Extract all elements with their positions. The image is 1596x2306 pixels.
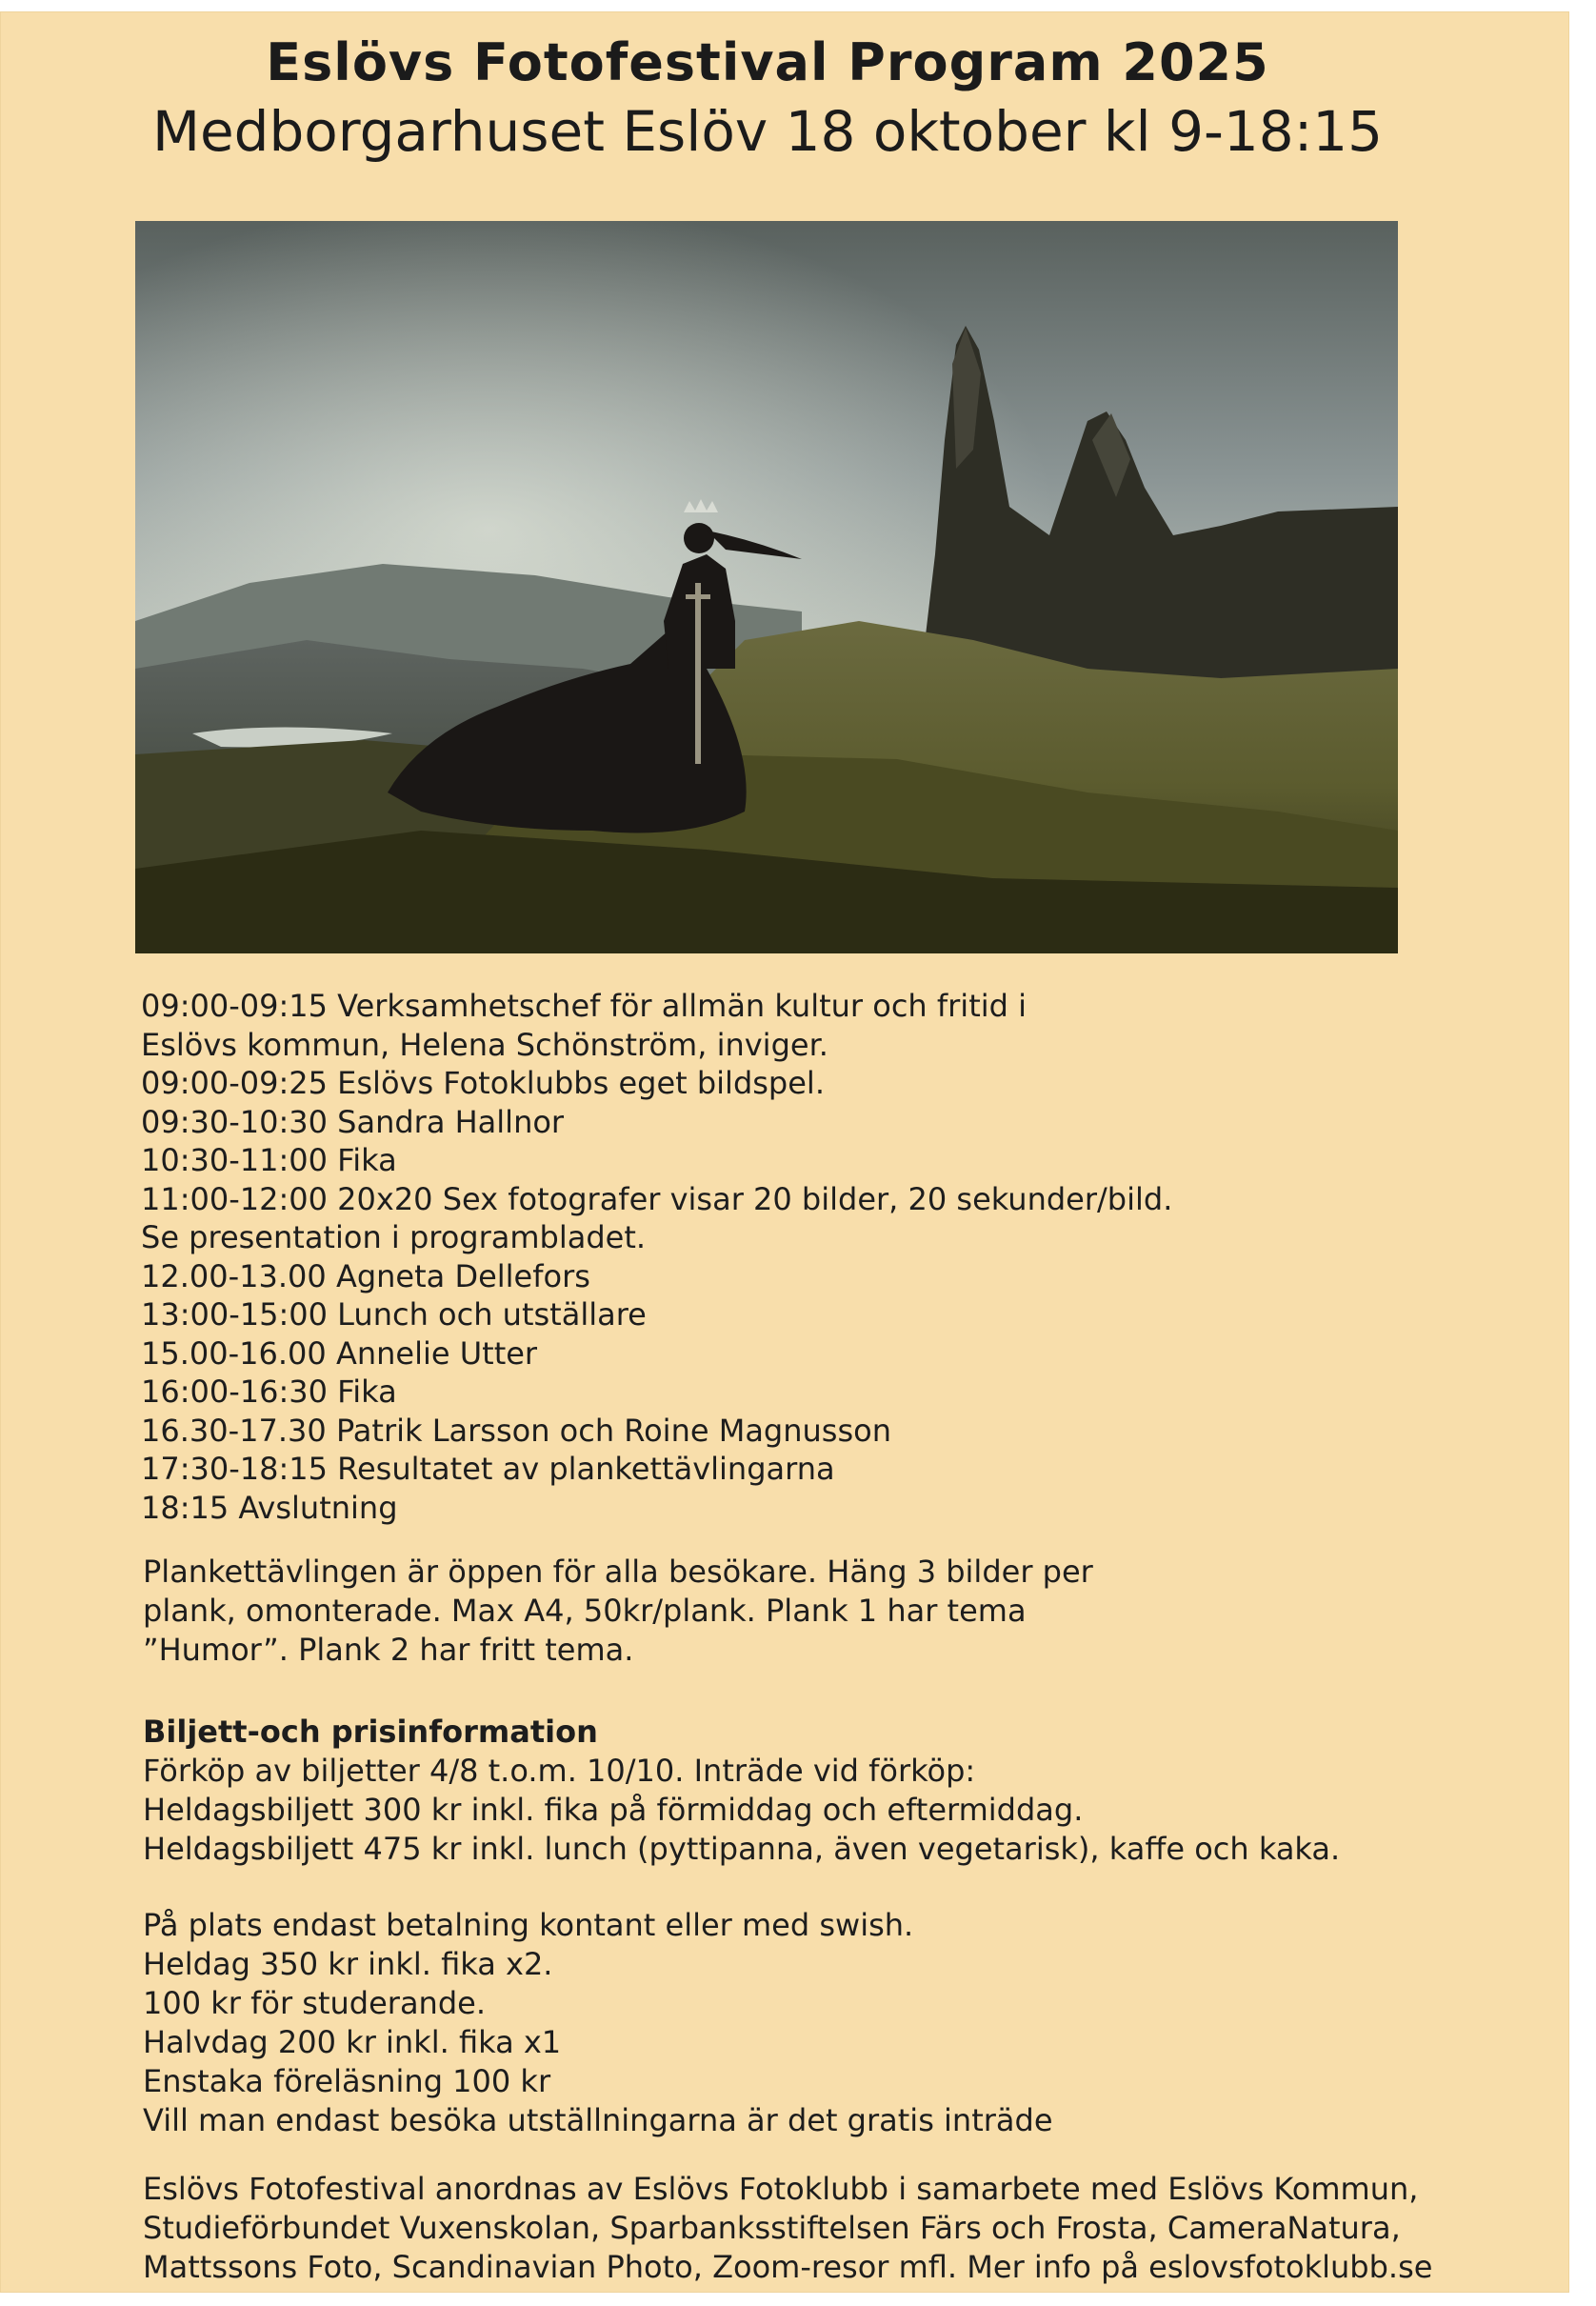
schedule-item: 15.00-16.00 Annelie Utter (141, 1334, 538, 1372)
ticket-line: Heldagsbiljett 475 kr inkl. lunch (pyttipanna, även vegetarisk), kaffe och kaka. (143, 1831, 1341, 1867)
onsite-line: På plats endast betalning kontant eller med swish. (143, 1907, 914, 1943)
schedule-list (141, 987, 1331, 1527)
onsite-info (143, 1906, 1495, 2140)
schedule-item: 09:00-09:15 Verksamhetschef för allmän kultur och fritid i Eslövs kommun, Helena Schönström, inviger. (141, 988, 1027, 1063)
organizer-line: Eslövs Fotofestival anordnas av Eslövs Fotoklubb i samarbete med Eslövs Kommun, (143, 2171, 1419, 2207)
organizer-info (143, 2170, 1495, 2287)
ticket-heading: Biljett-och prisinformation (143, 1714, 598, 1750)
ticket-line: Förköp av biljetter 4/8 t.o.m. 10/10. Inträde vid förköp: (143, 1753, 976, 1789)
schedule-item: 13:00-15:00 Lunch och utställare (141, 1296, 647, 1333)
plank-info (143, 1553, 1495, 1670)
onsite-line: 100 kr för studerande. (143, 1985, 486, 2021)
onsite-line: Enstaka föreläsning 100 kr (143, 2063, 551, 2099)
schedule-item: 18:15 Avslutning (141, 1489, 398, 1526)
fantasy-woman-with-sword-landscape-photo (135, 221, 1398, 953)
schedule-item: 16.30-17.30 Patrik Larsson och Roine Magnusson (141, 1412, 891, 1449)
plank-line: Plankettävlingen är öppen för alla besökare. Häng 3 bilder per (143, 1554, 1093, 1590)
onsite-line: Heldag 350 kr inkl. fika x2. (143, 1946, 553, 1982)
program-sheet (0, 11, 1569, 2293)
organizer-line: Mattssons Foto, Scandinavian Photo, Zoom-resor mfl. Mer info på eslovsfotoklubb.se (143, 2249, 1433, 2285)
schedule-item: 09:00-09:25 Eslövs Fotoklubbs eget bildspel. (141, 1065, 825, 1101)
plank-line: ”Humor”. Plank 2 har fritt tema. (143, 1632, 634, 1668)
page-subtitle: Medborgarhuset Eslöv 18 oktober kl 9-18:15 (151, 99, 1384, 164)
schedule-item: 11:00-12:00 20x20 Sex fotografer visar 20 bilder, 20 sekunder/bild. Se presentation i programbladet. (141, 1180, 1173, 1255)
schedule-item: 10:30-11:00 Fika (141, 1142, 397, 1178)
ticket-info (143, 1713, 1495, 1869)
organizer-line: Studieförbundet Vuxenskolan, Sparbanksstiftelsen Färs och Frosta, CameraNatura, (143, 2210, 1401, 2246)
schedule-item: 16:00-16:30 Fika (141, 1374, 397, 1410)
schedule-item: 09:30-10:30 Sandra Hallnor (141, 1103, 565, 1140)
plank-line: plank, omonterade. Max A4, 50kr/plank. Plank 1 har tema (143, 1593, 1027, 1629)
onsite-line: Vill man endast besöka utställningarna är det gratis inträde (143, 2102, 1053, 2138)
ticket-line: Heldagsbiljett 300 kr inkl. fika på förmiddag och eftermiddag. (143, 1792, 1084, 1828)
schedule-item: 17:30-18:15 Resultatet av plankettävlingarna (141, 1451, 835, 1487)
onsite-line: Halvdag 200 kr inkl. fika x1 (143, 2024, 562, 2060)
schedule-item: 12.00-13.00 Agneta Dellefors (141, 1257, 590, 1294)
page-title: Eslövs Fotofestival Program 2025 (266, 32, 1269, 92)
